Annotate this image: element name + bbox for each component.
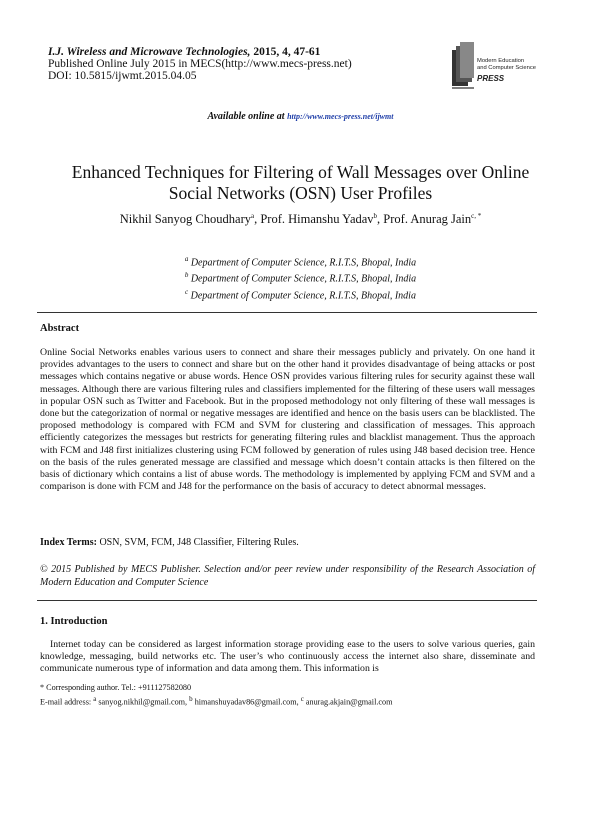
email-link[interactable]: sanyog.nikhil@gmail.com,	[96, 697, 190, 707]
copyright-notice: © 2015 Published by MECS Publisher. Selection and/or peer review under responsibility of the Research Association of Modern Education and Computer Science	[40, 564, 535, 588]
divider-top	[37, 312, 537, 313]
index-terms-text: OSN, SVM, FCM, J48 Classifier, Filtering Rules.	[96, 537, 299, 548]
doi: DOI: 10.5815/ijwmt.2015.04.05	[48, 70, 197, 82]
journal-title: I.J. Wireless and Microwave Technologies,	[48, 46, 251, 58]
journal-url-link[interactable]: http://www.mecs-press.net/ijwmt	[287, 112, 394, 121]
author-name: Prof. Anurag Jain	[383, 212, 472, 227]
affiliations	[30, 253, 571, 302]
index-terms-label: Index Terms:	[40, 537, 97, 548]
available-online	[0, 111, 601, 122]
title-line-1: Enhanced Techniques for Filtering of Wall Messages over Online	[71, 162, 530, 182]
affiliation: $^c$ Department of Computer Science, R.I.T.S, Bhopal, India	[185, 287, 416, 301]
logo-line1: Modern Education	[477, 58, 525, 64]
author-name: Prof. Himanshu Yadav	[260, 212, 374, 227]
published-line: Published Online July 2015 in MECS(http://www.mecs-press.net)	[48, 58, 352, 70]
paper-title	[30, 162, 571, 204]
corresponding-author: * Corresponding author. Tel.: +911127582080	[40, 683, 192, 692]
book-icon	[450, 40, 560, 94]
index-terms	[40, 537, 535, 548]
email-addresses: E-mail address: $^a$ sanyog.nikhil@gmail.com, $^b$ himanshuyadav86@gmail.com, $^c$ anurag.akjain@gmail.com	[40, 695, 393, 707]
journal-header	[48, 46, 352, 82]
author-sup: a	[250, 212, 255, 220]
logo-line2: and Computer Science	[477, 65, 536, 71]
available-label: Available online at	[207, 111, 288, 122]
author-sup: c, *	[471, 212, 482, 220]
affiliation: $^a$ Department of Computer Science, R.I.T.S, Bhopal, India	[184, 255, 417, 269]
introduction-text: Internet today can be considered as largest information storage providing ease to the users to solve various queries, gain knowledge, messaging, build networks etc. The user’s who continuously access the internet also share, disseminate and communicate numerous type of information and data among them. This information is	[40, 639, 535, 675]
email-link[interactable]: himanshuyadav86@gmail.com,	[192, 697, 301, 707]
author-name: Nikhil Sanyog Choudhary	[119, 212, 251, 227]
title-line-2: Social Networks (OSN) User Profiles	[168, 183, 433, 203]
email-link[interactable]: anurag.akjain@gmail.com	[303, 697, 393, 707]
author-list: Nikhil Sanyog Choudhary$^a$, Prof. Himanshu Yadav$^b$, Prof. Anurag Jain$^{c, *}$	[119, 212, 482, 227]
abstract-heading: Abstract	[40, 323, 80, 334]
divider-bottom	[37, 600, 537, 601]
logo-line3: PRESS	[477, 74, 505, 83]
abstract-text: Online Social Networks enables various users to connect and share their messages publicly and privately. On one hand it provides advantages to the users to connect and share but on the other hand it provides disadvantage of being attacks or post messages which contains negative or abuse words. Hence OSN provides various filtering rules for security against these wall messages. Although there are various filtering rules and classifiers implemented for the filtering of these users wall messages in popular OSN such as Twitter and Facebook. But in the proposed methodology not only filtering of these wall messages is done but the categorization of normal or negative messages are identified and hence on the basis users can be blacklisted. The proposed methodology is compared with FCM and SVM for clustering and classification of messages. This approach efficiently categorizes the messages but restricts for generating filtering rules and blacklist management. Thus the approach with FCM and J48 first initializes clustering using FCM followed by generation of rules using J48 based decision tree. Hence on the basis of the rules generated message are classified and message which doesn’t contain attacks is then filtered on the basis of dictionary which contains a list of abuse words. The methodology is implemented by applying FCM and SVM and a comparison is done with FCM and J48 for the performance on the basis of accuracy to detect abnormal messages.	[40, 347, 535, 493]
author-sup: b	[373, 212, 378, 220]
publisher-logo	[450, 40, 560, 94]
affiliation: $^b$ Department of Computer Science, R.I.T.S, Bhopal, India	[184, 271, 417, 285]
journal-issue: 2015, 4, 47-61	[250, 46, 321, 58]
introduction-heading: 1. Introduction	[40, 616, 108, 627]
